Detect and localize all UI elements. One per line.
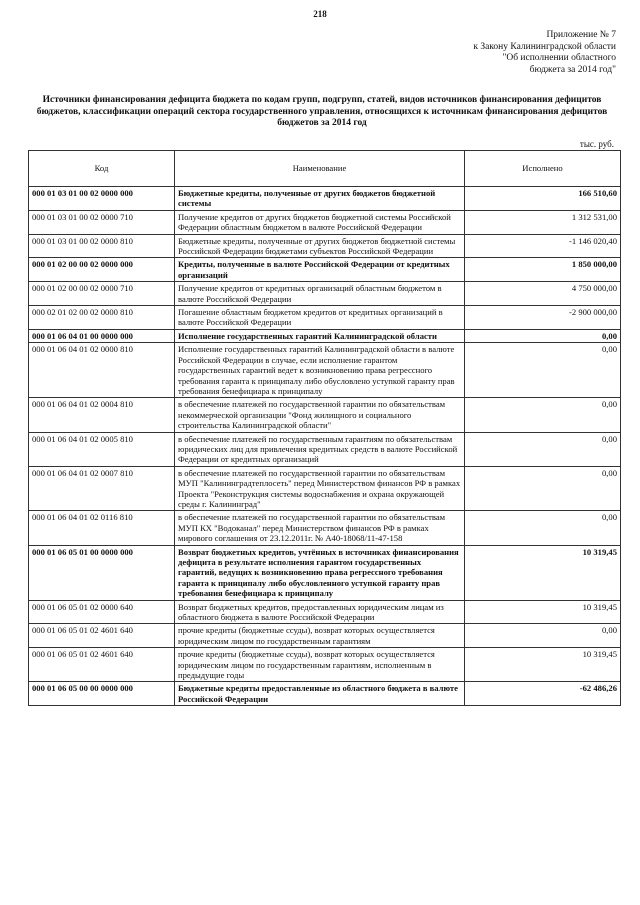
name-cell: прочие кредиты (бюджетные ссуды), возврат которых осуществляется юридическим лицом по государственным гарантиям bbox=[175, 624, 465, 648]
code-cell: 000 01 06 04 01 02 0005 810 bbox=[29, 432, 175, 466]
table-row bbox=[29, 398, 621, 432]
unit-label: тыс. руб. bbox=[579, 139, 614, 149]
amount-cell: 0,00 bbox=[465, 343, 621, 398]
table-row bbox=[29, 511, 621, 545]
name-cell: в обеспечение платежей по государственным гарантиям по обязательствам юридических лиц для привлечения кредитных средств в валюте Российской Федерации от кредитных организаций bbox=[175, 432, 465, 466]
amount-cell: 10 319,45 bbox=[465, 545, 621, 600]
name-cell: в обеспечение платежей по государственной гарантии по обязательствам МУП "Калининградтеплосеть" перед Министерством финансов РФ в рамках Проекта "Реконструкция системы водоснабжения и охрана окружающей среды г. Калининград" bbox=[175, 466, 465, 511]
code-cell: 000 01 02 00 00 02 0000 710 bbox=[29, 282, 175, 306]
name-cell: прочие кредиты (бюджетные ссуды), возврат которых осуществляется юридическим лицом по государственным гарантиям, исполненным в предыдущие годы bbox=[175, 648, 465, 682]
name-cell: в обеспечение платежей по государственной гарантии по обязательствам некоммерческой организации "Фонд жилищного и социального строительства Калининградской области" bbox=[175, 398, 465, 432]
table-row bbox=[29, 187, 621, 211]
amount-cell: 0,00 bbox=[465, 466, 621, 511]
column-header-name: Наименование bbox=[175, 151, 465, 187]
table-row bbox=[29, 234, 621, 258]
law-reference-line-1: к Закону Калининградской области bbox=[473, 41, 616, 52]
code-cell: 000 01 06 05 01 00 0000 000 bbox=[29, 545, 175, 600]
code-cell: 000 02 01 02 00 02 0000 810 bbox=[29, 306, 175, 330]
amount-cell: -2 900 000,00 bbox=[465, 306, 621, 330]
table-row bbox=[29, 682, 621, 706]
table-row bbox=[29, 258, 621, 282]
table-row bbox=[29, 282, 621, 306]
table-row bbox=[29, 466, 621, 511]
name-cell: Возврат бюджетных кредитов, предоставленных юридическим лицам из областного бюджета в валюте Российской Федерации bbox=[175, 600, 465, 624]
table-row bbox=[29, 432, 621, 466]
appendix-header bbox=[473, 30, 616, 76]
code-cell: 000 01 03 01 00 02 0000 000 bbox=[29, 187, 175, 211]
name-cell: Исполнение государственных гарантий Калининградской области bbox=[175, 329, 465, 342]
name-cell: в обеспечение платежей по государственной гарантии по обязательствам МУП КХ "Водоканал" перед Министерством финансов РФ в рамках мирового соглашения от 23.12.2011г. № А40-18068/11-47-158 bbox=[175, 511, 465, 545]
code-cell: 000 01 03 01 00 02 0000 710 bbox=[29, 210, 175, 234]
name-cell: Кредиты, полученные в валюте Российской Федерации от кредитных организаций bbox=[175, 258, 465, 282]
table-row bbox=[29, 210, 621, 234]
name-cell: Бюджетные кредиты, полученные от других бюджетов бюджетной системы Российской Федерации бюджетами субъектов Российской Федерации bbox=[175, 234, 465, 258]
amount-cell: -62 486,26 bbox=[465, 682, 621, 706]
name-cell: Получение кредитов от кредитных организаций областным бюджетом в валюте Российской Федерации bbox=[175, 282, 465, 306]
code-cell: 000 01 06 05 01 02 0000 640 bbox=[29, 600, 175, 624]
table-body bbox=[29, 187, 621, 706]
table-row bbox=[29, 624, 621, 648]
name-cell: Возврат бюджетных кредитов, учтённых в источниках финансирования дефицита в результате исполнения гарантом государственных гарантий, ведущих к возникновению права регрессного требования гаранта к принципалу либо обусловленного уступкой гаранту прав требования бенефициара к принципалу bbox=[175, 545, 465, 600]
code-cell: 000 01 06 04 01 00 0000 000 bbox=[29, 329, 175, 342]
table-row bbox=[29, 329, 621, 342]
name-cell: Погашение областным бюджетом кредитов от кредитных организаций в валюте Российской Федерации bbox=[175, 306, 465, 330]
name-cell: Исполнение государственных гарантий Калининградской области в валюте Российской Федерации в случае, если исполнение гарантом государственных гарантий ведет к возникновению права регрессного требования гаранта к принципалу либо обусловлено уступкой гаранту прав требования бенефициара к принципалу bbox=[175, 343, 465, 398]
page-number: 218 bbox=[313, 9, 327, 19]
table-row bbox=[29, 343, 621, 398]
column-header-executed: Исполнено bbox=[465, 151, 621, 187]
document-title: Источники финансирования дефицита бюджета по кодам групп, подгрупп, статей, видов источников финансирования дефицитов бюджетов, классификации операций сектора государственного управления, относящихся к источникам финансирования дефицитов бюджетов за 2014 год bbox=[36, 95, 608, 128]
table-row bbox=[29, 306, 621, 330]
law-reference-line-3: бюджета за 2014 год" bbox=[529, 64, 616, 75]
appendix-number: Приложение № 7 bbox=[546, 30, 616, 40]
code-cell: 000 01 06 04 01 02 0004 810 bbox=[29, 398, 175, 432]
table-row bbox=[29, 545, 621, 600]
amount-cell: 10 319,45 bbox=[465, 600, 621, 624]
amount-cell: 4 750 000,00 bbox=[465, 282, 621, 306]
amount-cell: 0,00 bbox=[465, 398, 621, 432]
amount-cell: 1 312 531,00 bbox=[465, 210, 621, 234]
code-cell: 000 01 06 05 01 02 4601 640 bbox=[29, 648, 175, 682]
name-cell: Бюджетные кредиты, полученные от других бюджетов бюджетной системы bbox=[175, 187, 465, 211]
amount-cell: 0,00 bbox=[465, 432, 621, 466]
amount-cell: -1 146 020,40 bbox=[465, 234, 621, 258]
code-cell: 000 01 06 04 01 02 0000 810 bbox=[29, 343, 175, 398]
code-cell: 000 01 06 05 01 02 4601 640 bbox=[29, 624, 175, 648]
amount-cell: 0,00 bbox=[465, 624, 621, 648]
code-cell: 000 01 02 00 00 02 0000 000 bbox=[29, 258, 175, 282]
code-cell: 000 01 06 05 00 00 0000 000 bbox=[29, 682, 175, 706]
name-cell: Бюджетные кредиты предоставленные из областного бюджета в валюте Российской Федерации bbox=[175, 682, 465, 706]
amount-cell: 0,00 bbox=[465, 329, 621, 342]
law-reference-line-2: "Об исполнении областного bbox=[502, 53, 616, 63]
code-cell: 000 01 06 04 01 02 0116 810 bbox=[29, 511, 175, 545]
amount-cell: 10 319,45 bbox=[465, 648, 621, 682]
table-header-row bbox=[29, 151, 621, 187]
code-cell: 000 01 06 04 01 02 0007 810 bbox=[29, 466, 175, 511]
name-cell: Получение кредитов от других бюджетов бюджетной системы Российской Федерации областным бюджетом в валюте Российской Федерации bbox=[175, 210, 465, 234]
table-row bbox=[29, 600, 621, 624]
column-header-code: Код bbox=[29, 151, 175, 187]
amount-cell: 166 510,60 bbox=[465, 187, 621, 211]
code-cell: 000 01 03 01 00 02 0000 810 bbox=[29, 234, 175, 258]
amount-cell: 0,00 bbox=[465, 511, 621, 545]
amount-cell: 1 850 000,00 bbox=[465, 258, 621, 282]
financing-sources-table bbox=[28, 150, 621, 706]
table-row bbox=[29, 648, 621, 682]
